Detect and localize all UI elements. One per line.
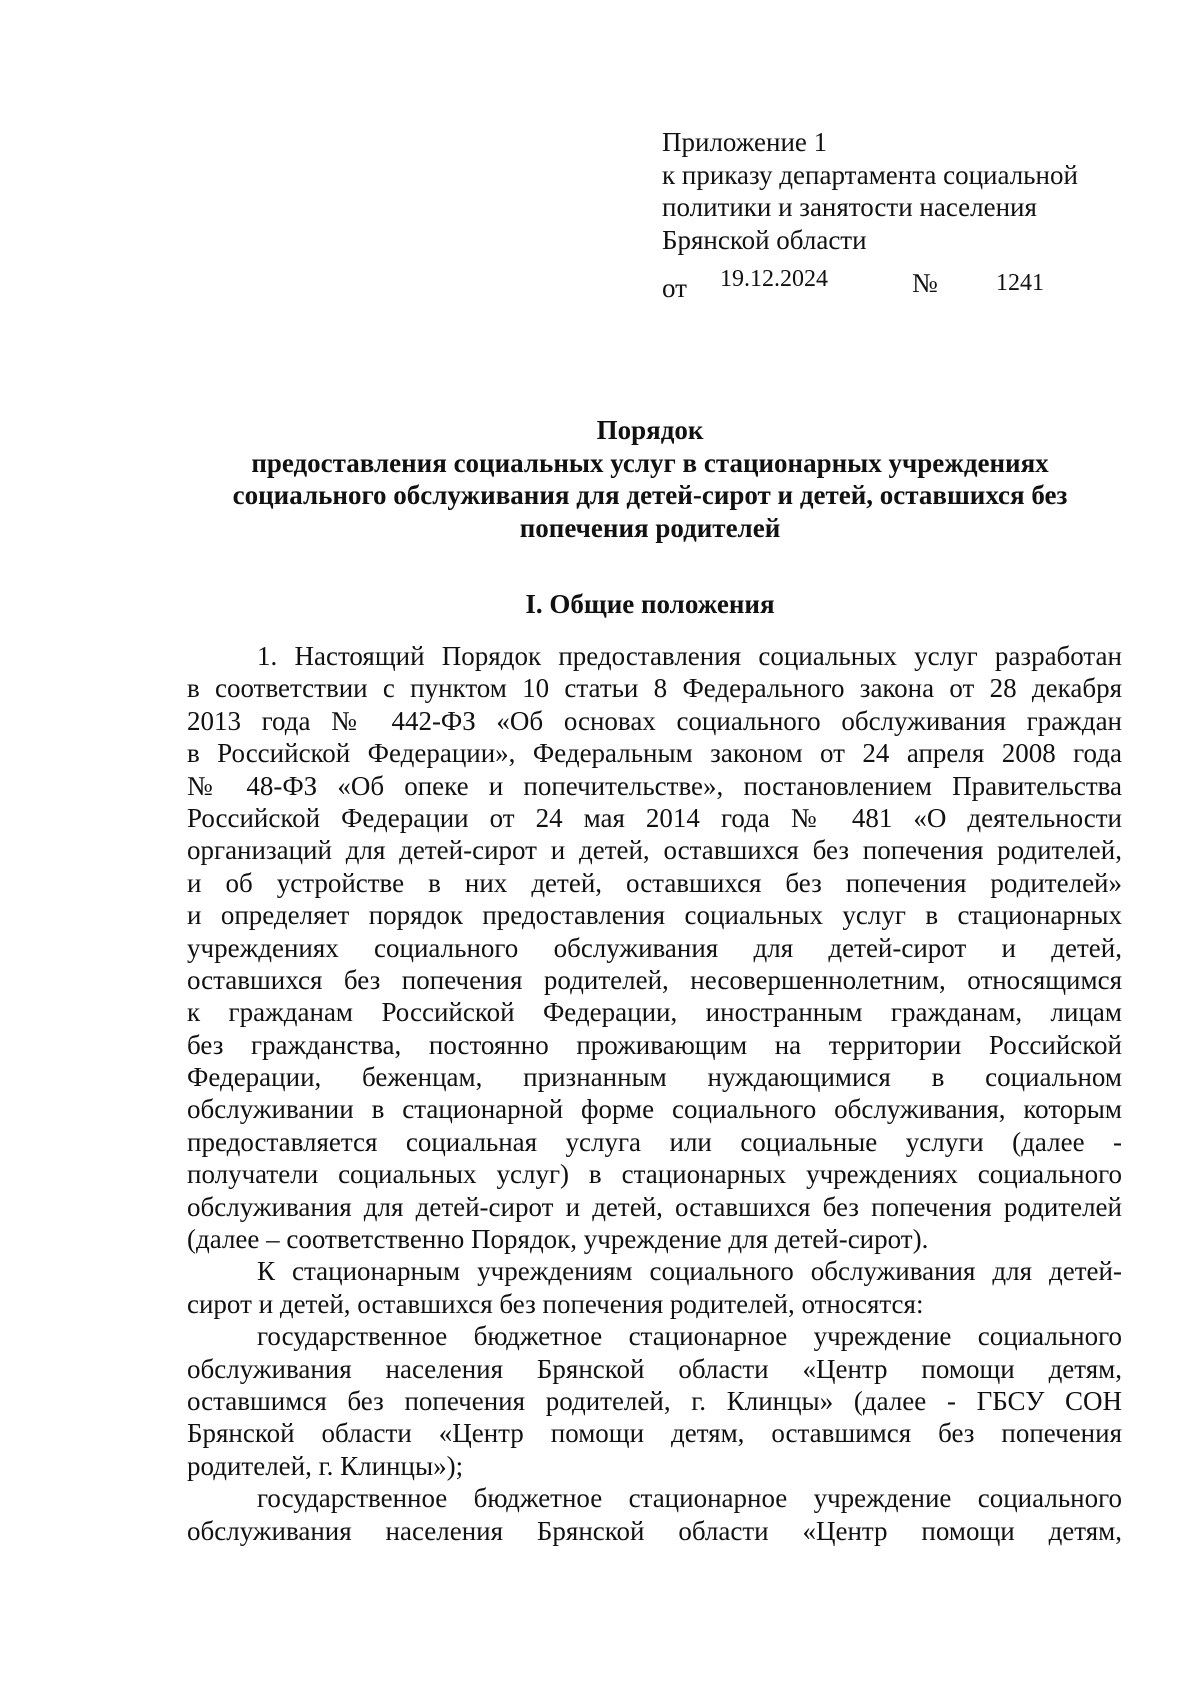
from-label: от <box>662 273 687 303</box>
approval-line-2: к приказу департамента социальной <box>662 159 1078 190</box>
body-line: обслуживания населения Брянской области «Центр помощи детям, <box>187 1515 1122 1546</box>
body-line: государственное бюджетное стационарное учреждение социального <box>257 1483 1122 1514</box>
title-line-2: предоставления социальных услуг в стационарных учреждениях <box>251 447 1049 478</box>
order-number: 1241 <box>996 270 1044 296</box>
body-line: учреждениях социального обслуживания для детей-сирот и детей, <box>187 932 1122 963</box>
order-date: 19.12.2024 <box>720 266 828 292</box>
approval-line-4: Брянской области <box>662 224 867 255</box>
number-sign: № <box>912 268 938 298</box>
body-line: (далее – соответственно Порядок, учреждение для детей-сирот). <box>187 1224 929 1255</box>
body-line: в Российской Федерации», Федеральным законом от 24 апреля 2008 года <box>187 738 1122 769</box>
body-line: № 48-ФЗ «Об опеке и попечительстве», постановлением Правительства <box>187 770 1122 801</box>
body-line: в соответствии с пунктом 10 статьи 8 Федерального закона от 28 декабря <box>187 673 1122 704</box>
body-line: Федерации, беженцам, признанным нуждающимися в социальном <box>187 1062 1122 1093</box>
body-line: Российской Федерации от 24 мая 2014 года № 481 «О деятельности <box>187 802 1122 833</box>
body-line: 2013 года № 442-ФЗ «Об основах социального обслуживания граждан <box>187 705 1122 736</box>
title-line-1: Порядок <box>596 415 704 445</box>
body-line: к гражданам Российской Федерации, иностранным гражданам, лицам <box>187 997 1122 1028</box>
body-line: без гражданства, постоянно проживающим на территории Российской <box>187 1029 1122 1060</box>
body-line: оставшихся без попечения родителей, несовершеннолетним, относящимся <box>187 964 1122 995</box>
body-line: обслуживании в стационарной форме социального обслуживания, которым <box>187 1094 1122 1125</box>
body-line: и об устройстве в них детей, оставшихся без попечения родителей» <box>187 867 1122 898</box>
body-line: государственное бюджетное стационарное учреждение социального <box>257 1321 1122 1352</box>
title-line-3: социального обслуживания для детей-сирот и детей, оставшихся без <box>232 480 1068 510</box>
body-line: родителей, г. Клинцы»); <box>187 1450 464 1481</box>
body-text <box>187 640 1122 1547</box>
body-line: получатели социальных услуг) в стационарных учреждениях социального <box>187 1159 1122 1190</box>
approval-date-number <box>662 268 1122 302</box>
body-line: обслуживания для детей-сирот и детей, оставшихся без попечения родителей <box>187 1191 1122 1222</box>
body-line: оставшимся без попечения родителей, г. Клинцы» (далее - ГБСУ СОН <box>187 1385 1122 1416</box>
body-line: организаций для детей-сирот и детей, оставшихся без попечения родителей, <box>187 835 1122 866</box>
body-line: сирот и детей, оставшихся без попечения родителей, относятся: <box>187 1288 924 1319</box>
body-line: Брянской области «Центр помощи детям, оставшимся без попечения <box>187 1418 1122 1449</box>
body-line: и определяет порядок предоставления социальных услуг в стационарных <box>187 900 1122 931</box>
body-line: 1. Настоящий Порядок предоставления социальных услуг разработан <box>257 641 1122 671</box>
section-heading: I. Общие положения <box>525 589 775 619</box>
approval-line-3: политики и занятости населения <box>662 192 1037 222</box>
body-line: обслуживания населения Брянской области «Центр помощи детям, <box>187 1353 1122 1384</box>
approval-line-1: Приложение 1 <box>662 127 828 157</box>
body-line: предоставляется социальная услуга или социальные услуги (далее - <box>187 1126 1122 1157</box>
document-title <box>120 414 1180 544</box>
approval-block <box>662 126 1122 256</box>
title-line-4: попечения родителей <box>519 512 781 543</box>
body-line: К стационарным учреждениям социального обслуживания для детей- <box>257 1256 1122 1287</box>
